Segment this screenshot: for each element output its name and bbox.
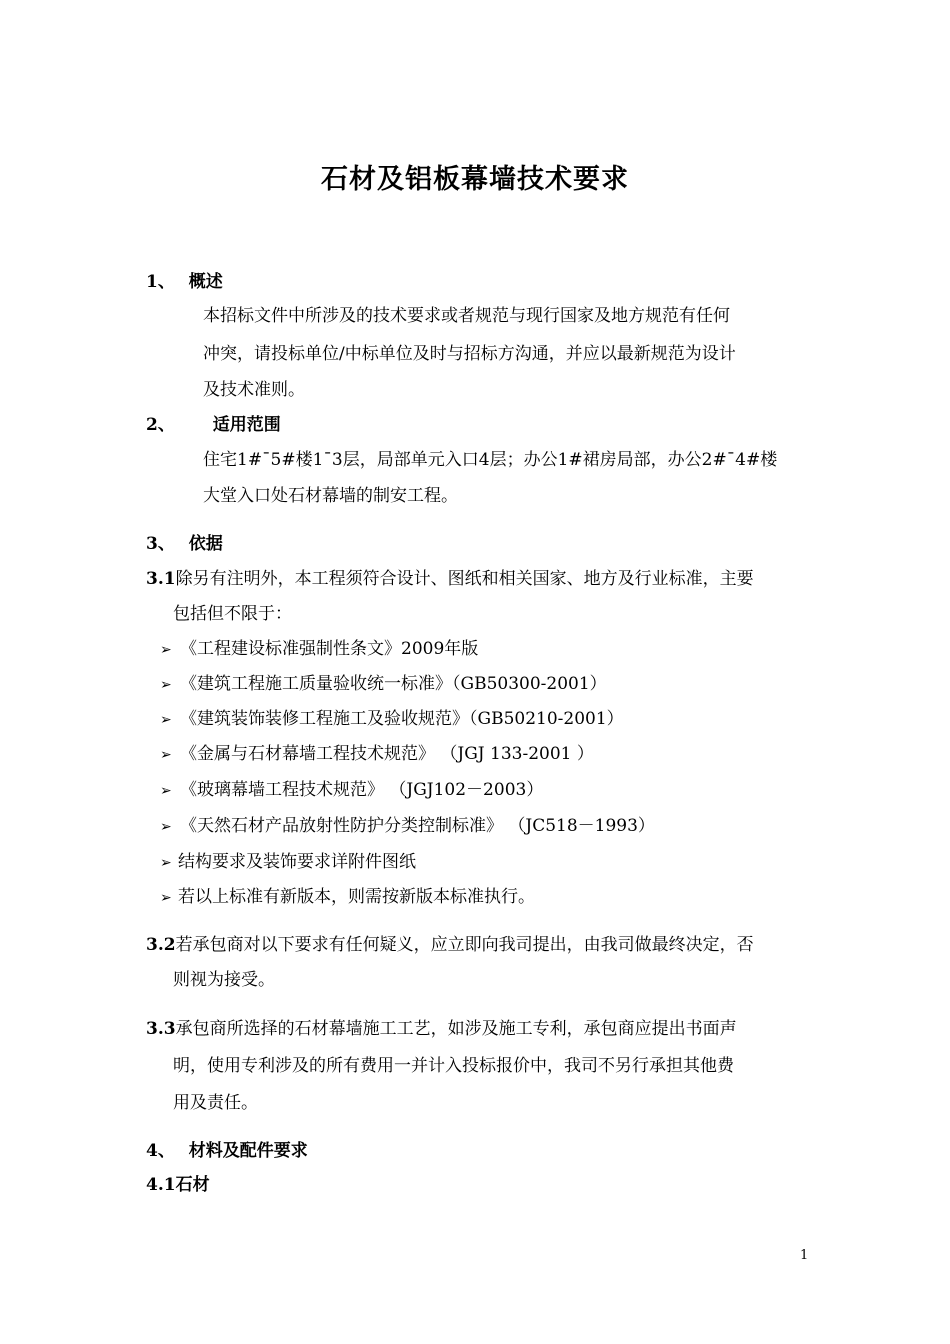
section-number: 4、 [146,1141,175,1161]
section-number: 3、 [146,534,175,554]
section-title: 材料及配件要求 [188,1141,308,1161]
list-item-text: 若以上标准有新版本，则需按新版本标准执行。 [178,887,535,907]
clause-3-3-line [146,1017,737,1041]
list-item [160,814,655,839]
clause-text: 承包商所选择的石材幕墙施工工艺，如涉及施工专利，承包商应提出书面声 [175,1019,737,1039]
section-title: 适用范围 [212,415,281,435]
paragraph-line: 明，使用专利涉及的所有费用一并计入投标报价中，我司不另行承担其他费 [173,1056,734,1076]
arrow-bullet-icon: ➢ [160,783,172,799]
section-number: 2、 [146,415,175,435]
page-number: 1 [800,1248,809,1263]
list-item [160,707,624,732]
paragraph-line: 大堂入口处石材幕墙的制安工程。 [203,486,458,506]
section-3-heading [146,532,223,556]
list-item-text: 结构要求及装饰要求详附件图纸 [178,852,416,872]
list-item-text: 《玻璃幕墙工程技术规范》 （JGJ102－2003） [180,780,544,800]
list-item-text: 《工程建设标准强制性条文》2009年版 [180,639,479,659]
paragraph-line: 及技术准则。 [203,380,305,400]
arrow-bullet-icon: ➢ [160,642,172,658]
paragraph-line: 用及责任。 [173,1093,258,1113]
list-item [160,850,416,875]
section-4-heading [146,1139,308,1163]
list-item [160,778,543,803]
list-item-text: 《天然石材产品放射性防护分类控制标准》 （JC518－1993） [180,816,655,836]
section-1-heading [146,270,223,294]
arrow-bullet-icon: ➢ [160,712,172,728]
list-item-text: 《金属与石材幕墙工程技术规范》 （JGJ 133-2001 ） [180,744,594,764]
list-item [160,637,478,662]
arrow-bullet-icon: ➢ [160,890,172,906]
clause-3-2-line [146,933,754,957]
list-item-text: 《建筑装饰装修工程施工及验收规范》（GB50210-2001） [180,709,624,729]
clause-number: 3.3 [146,1019,176,1039]
paragraph-line: 住宅1#¯5#楼1¯3层，局部单元入口4层；办公1#裙房局部，办公2#¯4#楼 [203,450,778,470]
section-title: 依据 [188,534,223,554]
paragraph-line: 冲突，请投标单位/中标单位及时与招标方沟通，并应以最新规范为设计 [203,344,736,364]
clause-text: 除另有注明外，本工程须符合设计、图纸和相关国家、地方及行业标准，主要 [175,569,754,589]
clause-3-1-line [146,567,754,591]
subsection-number: 4.1 [146,1175,176,1195]
paragraph-line: 包括但不限于： [173,604,292,624]
paragraph-line: 本招标文件中所涉及的技术要求或者规范与现行国家及地方规范有任何 [203,306,730,326]
clause-text: 若承包商对以下要求有任何疑义，应立即向我司提出，由我司做最终决定，否 [175,935,754,955]
document-title: 石材及铝板幕墙技术要求 [321,164,629,195]
subsection-4-1-heading [146,1173,210,1197]
section-number: 1、 [146,272,175,292]
section-title: 概述 [188,272,223,292]
arrow-bullet-icon: ➢ [160,855,172,871]
clause-number: 3.2 [146,935,176,955]
list-item-text: 《建筑工程施工质量验收统一标准》（GB50300-2001） [180,674,607,694]
arrow-bullet-icon: ➢ [160,747,172,763]
clause-number: 3.1 [146,569,176,589]
list-item [160,885,535,910]
list-item [160,672,607,697]
section-2-heading [146,413,281,437]
arrow-bullet-icon: ➢ [160,677,172,693]
paragraph-line: 则视为接受。 [173,970,275,990]
list-item [160,742,594,767]
arrow-bullet-icon: ➢ [160,819,172,835]
subsection-title: 石材 [175,1175,210,1195]
